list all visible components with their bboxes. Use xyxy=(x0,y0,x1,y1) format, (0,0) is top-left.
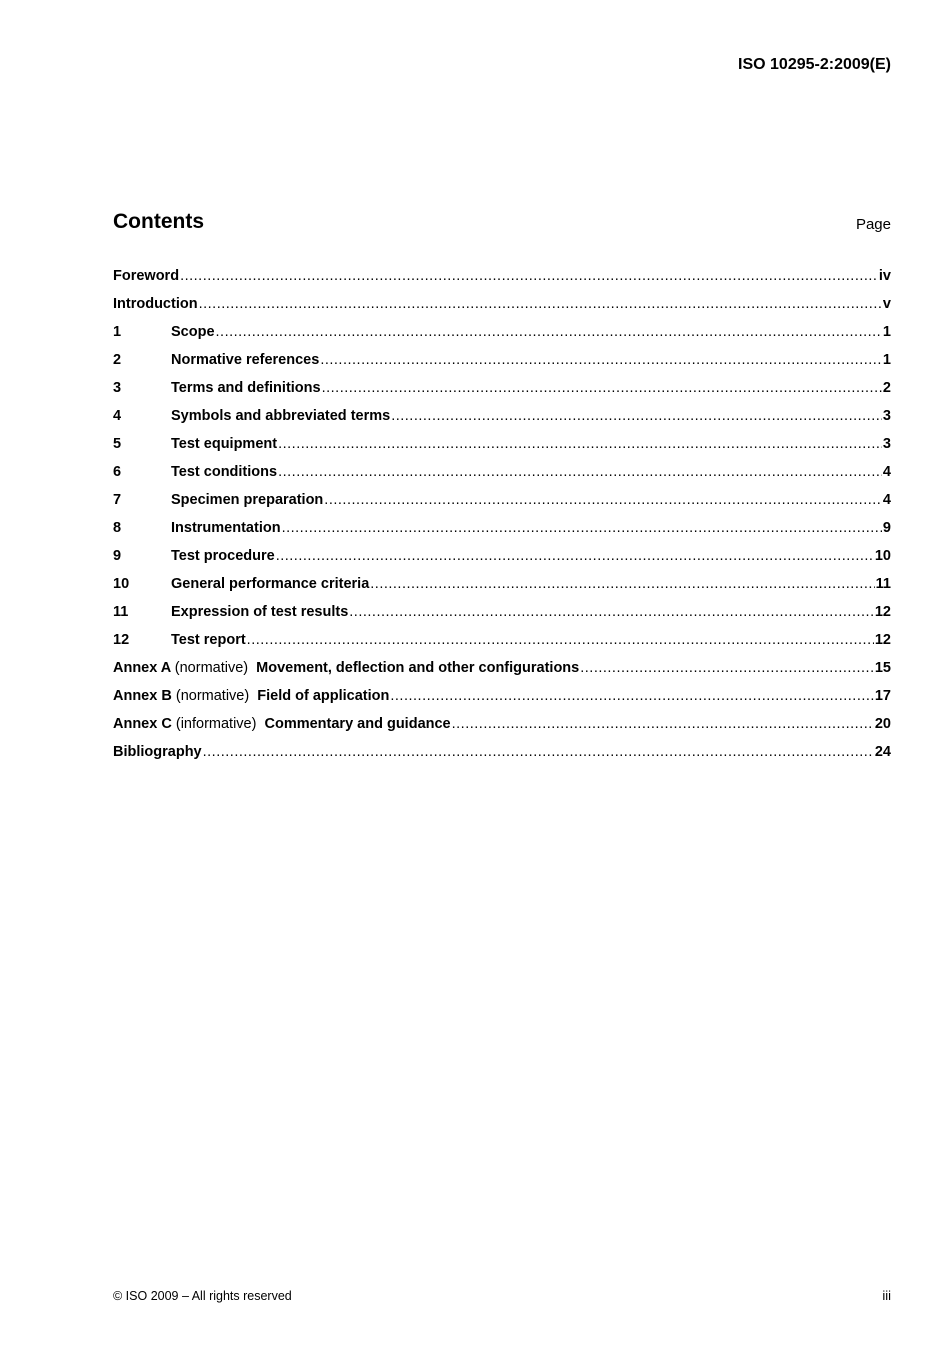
toc-entry-instrumentation[interactable] xyxy=(113,520,891,548)
table-of-contents xyxy=(113,268,891,772)
toc-leader-dots xyxy=(322,380,882,396)
toc-entry-title: Test equipment xyxy=(171,436,278,452)
toc-entry-page: 20 xyxy=(874,716,891,732)
toc-entry-page: 11 xyxy=(875,576,891,592)
annex-type: (informative) xyxy=(175,716,257,732)
toc-leader-dots xyxy=(320,352,882,368)
toc-entry-page: 4 xyxy=(882,492,891,508)
toc-entry-title: Terms and definitions xyxy=(171,380,321,396)
annex-title: Movement, deflection and other configurations xyxy=(256,660,580,676)
toc-entry-page: 2 xyxy=(882,380,891,396)
toc-entry-title: Scope xyxy=(171,324,215,340)
toc-leader-dots xyxy=(278,464,882,480)
toc-leader-dots xyxy=(247,632,874,648)
toc-entry-title: Test procedure xyxy=(171,548,275,564)
toc-entry-page: 3 xyxy=(882,408,891,424)
toc-leader-dots xyxy=(282,520,882,536)
toc-entry-title: Symbols and abbreviated terms xyxy=(171,408,391,424)
document-id: ISO 10295-2:2009(E) xyxy=(738,56,891,73)
toc-entry-introduction[interactable] xyxy=(113,296,891,324)
toc-entry-page: 24 xyxy=(874,744,891,760)
toc-entry-title: Foreword xyxy=(113,268,180,284)
toc-entry-page: 1 xyxy=(882,324,891,340)
toc-entry-test-report[interactable] xyxy=(113,632,891,660)
toc-entry-general-performance-criteria[interactable] xyxy=(113,576,891,604)
toc-entry-test-conditions[interactable] xyxy=(113,464,891,492)
toc-entry-number: 2 xyxy=(113,352,122,368)
annex-label: Annex A xyxy=(113,660,171,676)
toc-entry-number: 7 xyxy=(113,492,122,508)
toc-entry-number: 8 xyxy=(113,520,122,536)
toc-entry-specimen-preparation[interactable] xyxy=(113,492,891,520)
toc-leader-dots xyxy=(452,716,874,732)
toc-entry-title: Test report xyxy=(171,632,246,648)
toc-entry-title: Instrumentation xyxy=(171,520,281,536)
toc-entry-bibliography[interactable] xyxy=(113,744,891,772)
toc-leader-dots xyxy=(391,408,882,424)
toc-entry-number: 1 xyxy=(113,324,122,340)
annex-title: Commentary and guidance xyxy=(264,716,451,732)
toc-entry-page: 1 xyxy=(882,352,891,368)
toc-leader-dots xyxy=(580,660,874,676)
toc-entry-normative-references[interactable] xyxy=(113,352,891,380)
toc-entry-page: 4 xyxy=(882,464,891,480)
toc-leader-dots xyxy=(216,324,882,340)
toc-entry-title: Test conditions xyxy=(171,464,278,480)
toc-leader-dots xyxy=(276,548,874,564)
annex-type: (normative) xyxy=(174,660,249,676)
toc-entry-symbols[interactable] xyxy=(113,408,891,436)
toc-entry-terms-and-definitions[interactable] xyxy=(113,380,891,408)
toc-entry-title: Introduction xyxy=(113,296,198,312)
toc-leader-dots xyxy=(324,492,882,508)
annex-label: Annex B xyxy=(113,688,172,704)
toc-entry-test-procedure[interactable] xyxy=(113,548,891,576)
toc-entry-scope[interactable] xyxy=(113,324,891,352)
toc-leader-dots xyxy=(390,688,873,704)
toc-entry-page: iv xyxy=(878,268,891,284)
toc-leader-dots xyxy=(370,576,874,592)
toc-entry-foreword[interactable] xyxy=(113,268,891,296)
toc-entry-title: Expression of test results xyxy=(171,604,349,620)
footer-copyright: © ISO 2009 – All rights reserved xyxy=(113,1289,292,1303)
toc-annex-heading xyxy=(113,716,451,732)
footer-page-number: iii xyxy=(882,1288,891,1303)
toc-entry-page: v xyxy=(882,296,891,312)
annex-label: Annex C xyxy=(113,716,172,732)
toc-entry-page: 3 xyxy=(882,436,891,452)
toc-entry-title: Specimen preparation xyxy=(171,492,324,508)
toc-entry-number: 11 xyxy=(113,604,129,620)
toc-leader-dots xyxy=(203,744,874,760)
toc-entry-page: 10 xyxy=(874,548,891,564)
toc-entry-annex-c[interactable] xyxy=(113,716,891,744)
toc-entry-number: 6 xyxy=(113,464,122,480)
page-column-label: Page xyxy=(855,216,891,233)
toc-entry-annex-a[interactable] xyxy=(113,660,891,688)
toc-entry-page: 9 xyxy=(882,520,891,536)
toc-annex-heading xyxy=(113,660,579,676)
toc-leader-dots xyxy=(349,604,874,620)
toc-entry-test-equipment[interactable] xyxy=(113,436,891,464)
toc-entry-page: 15 xyxy=(874,660,891,676)
toc-entry-number: 10 xyxy=(113,576,130,592)
toc-entry-number: 9 xyxy=(113,548,122,564)
toc-entry-title: General performance criteria xyxy=(171,576,370,592)
toc-leader-dots xyxy=(278,436,882,452)
toc-entry-page: 12 xyxy=(874,632,891,648)
toc-leader-dots xyxy=(180,268,878,284)
toc-entry-page: 12 xyxy=(874,604,891,620)
toc-entry-title: Bibliography xyxy=(113,744,202,760)
toc-entry-number: 3 xyxy=(113,380,122,396)
annex-type: (normative) xyxy=(175,688,250,704)
toc-entry-expression-of-test-results[interactable] xyxy=(113,604,891,632)
toc-entry-annex-b[interactable] xyxy=(113,688,891,716)
toc-entry-number: 12 xyxy=(113,632,130,648)
toc-entry-number: 4 xyxy=(113,408,122,424)
toc-entry-number: 5 xyxy=(113,436,122,452)
toc-annex-heading xyxy=(113,688,389,704)
toc-entry-title: Normative references xyxy=(171,352,320,368)
toc-entry-page: 17 xyxy=(874,688,891,704)
annex-title: Field of application xyxy=(257,688,390,704)
contents-heading: Contents xyxy=(113,210,204,233)
toc-leader-dots xyxy=(199,296,882,312)
